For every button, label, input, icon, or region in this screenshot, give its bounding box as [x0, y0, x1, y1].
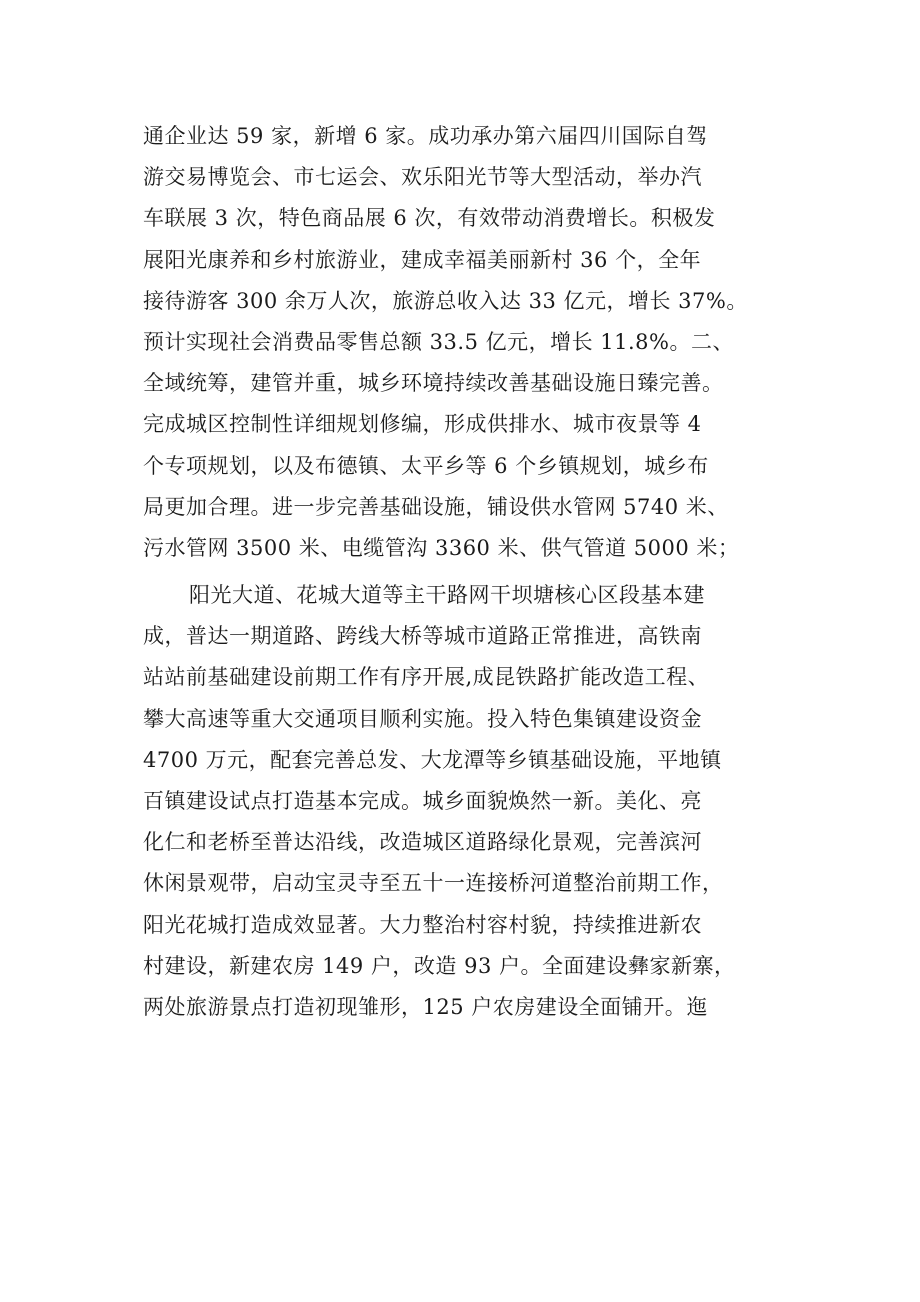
paragraph-line: 两处旅游景点打造初现雏形，125 户农房建设全面铺开。迤 — [143, 994, 708, 1019]
paragraph-line: 展阳光康养和乡村旅游业，建成幸福美丽新村 36 个，全年 — [143, 247, 702, 272]
paragraph-line: 休闲景观带，启动宝灵寺至五十一连接桥河道整治前期工作， — [143, 871, 724, 896]
paragraph-line: 村建设，新建农房 149 户，改造 93 户。全面建设彝家新寨， — [143, 953, 736, 978]
paragraph-line: 全域统筹，建管并重，城乡环境持续改善基础设施日臻完善。 — [143, 371, 724, 396]
paragraph-line: 化仁和老桥至普达沿线，改造城区道路绿化景观，完善滨河 — [143, 830, 702, 855]
paragraph-line: 站站前基础建设前期工作有序开展,成昆铁路扩能改造工程、 — [143, 665, 710, 690]
paragraph-line: 百镇建设试点打造基本完成。城乡面貌焕然一新。美化、亮 — [143, 789, 702, 813]
paragraph-line: 车联展 3 次，特色商品展 6 次，有效带动消费增长。积极发 — [143, 206, 716, 231]
paragraph-line: 成，普达一期道路、跨线大桥等城市道路正常推进，高铁南 — [143, 624, 702, 649]
paragraph-line: 污水管网 3500 米、电缆管沟 3360 米、供气管道 5000 米； — [143, 535, 740, 560]
paragraph-line: 阳光大道、花城大道等主干路网干坝塘核心区段基本建 — [189, 583, 705, 608]
paragraph-line: 完成城区控制性详细规划修编，形成供排水、城市夜景等 4 — [143, 412, 702, 437]
paragraph-line: 通企业达 59 家，新增 6 家。成功承办第六届四川国际自驾 — [143, 124, 708, 148]
paragraph-line: 预计实现社会消费品零售总额 33.5 亿元，增长 11.8%。二、 — [143, 329, 734, 354]
paragraph-1 — [143, 116, 783, 569]
document-body — [143, 116, 783, 1028]
paragraph-line: 个专项规划，以及布德镇、太平乡等 6 个乡镇规划，城乡布 — [143, 453, 709, 478]
paragraph-line: 游交易博览会、市七运会、欢乐阳光节等大型活动，举办汽 — [143, 165, 702, 190]
paragraph-line: 攀大高速等重大交通项目顺利实施。投入特色集镇建设资金 — [143, 706, 702, 731]
paragraph-line: 4700 万元，配套完善总发、大龙潭等乡镇基础设施，平地镇 — [143, 747, 722, 772]
paragraph-2 — [143, 575, 783, 1028]
paragraph-line: 接待游客 300 余万人次，旅游总收入达 33 亿元，增长 37%。 — [143, 288, 748, 313]
paragraph-line: 阳光花城打造成效显著。大力整治村容村貌，持续推进新农 — [143, 912, 702, 937]
paragraph-line: 局更加合理。进一步完善基础设施，铺设供水管网 5740 米、 — [143, 494, 729, 519]
